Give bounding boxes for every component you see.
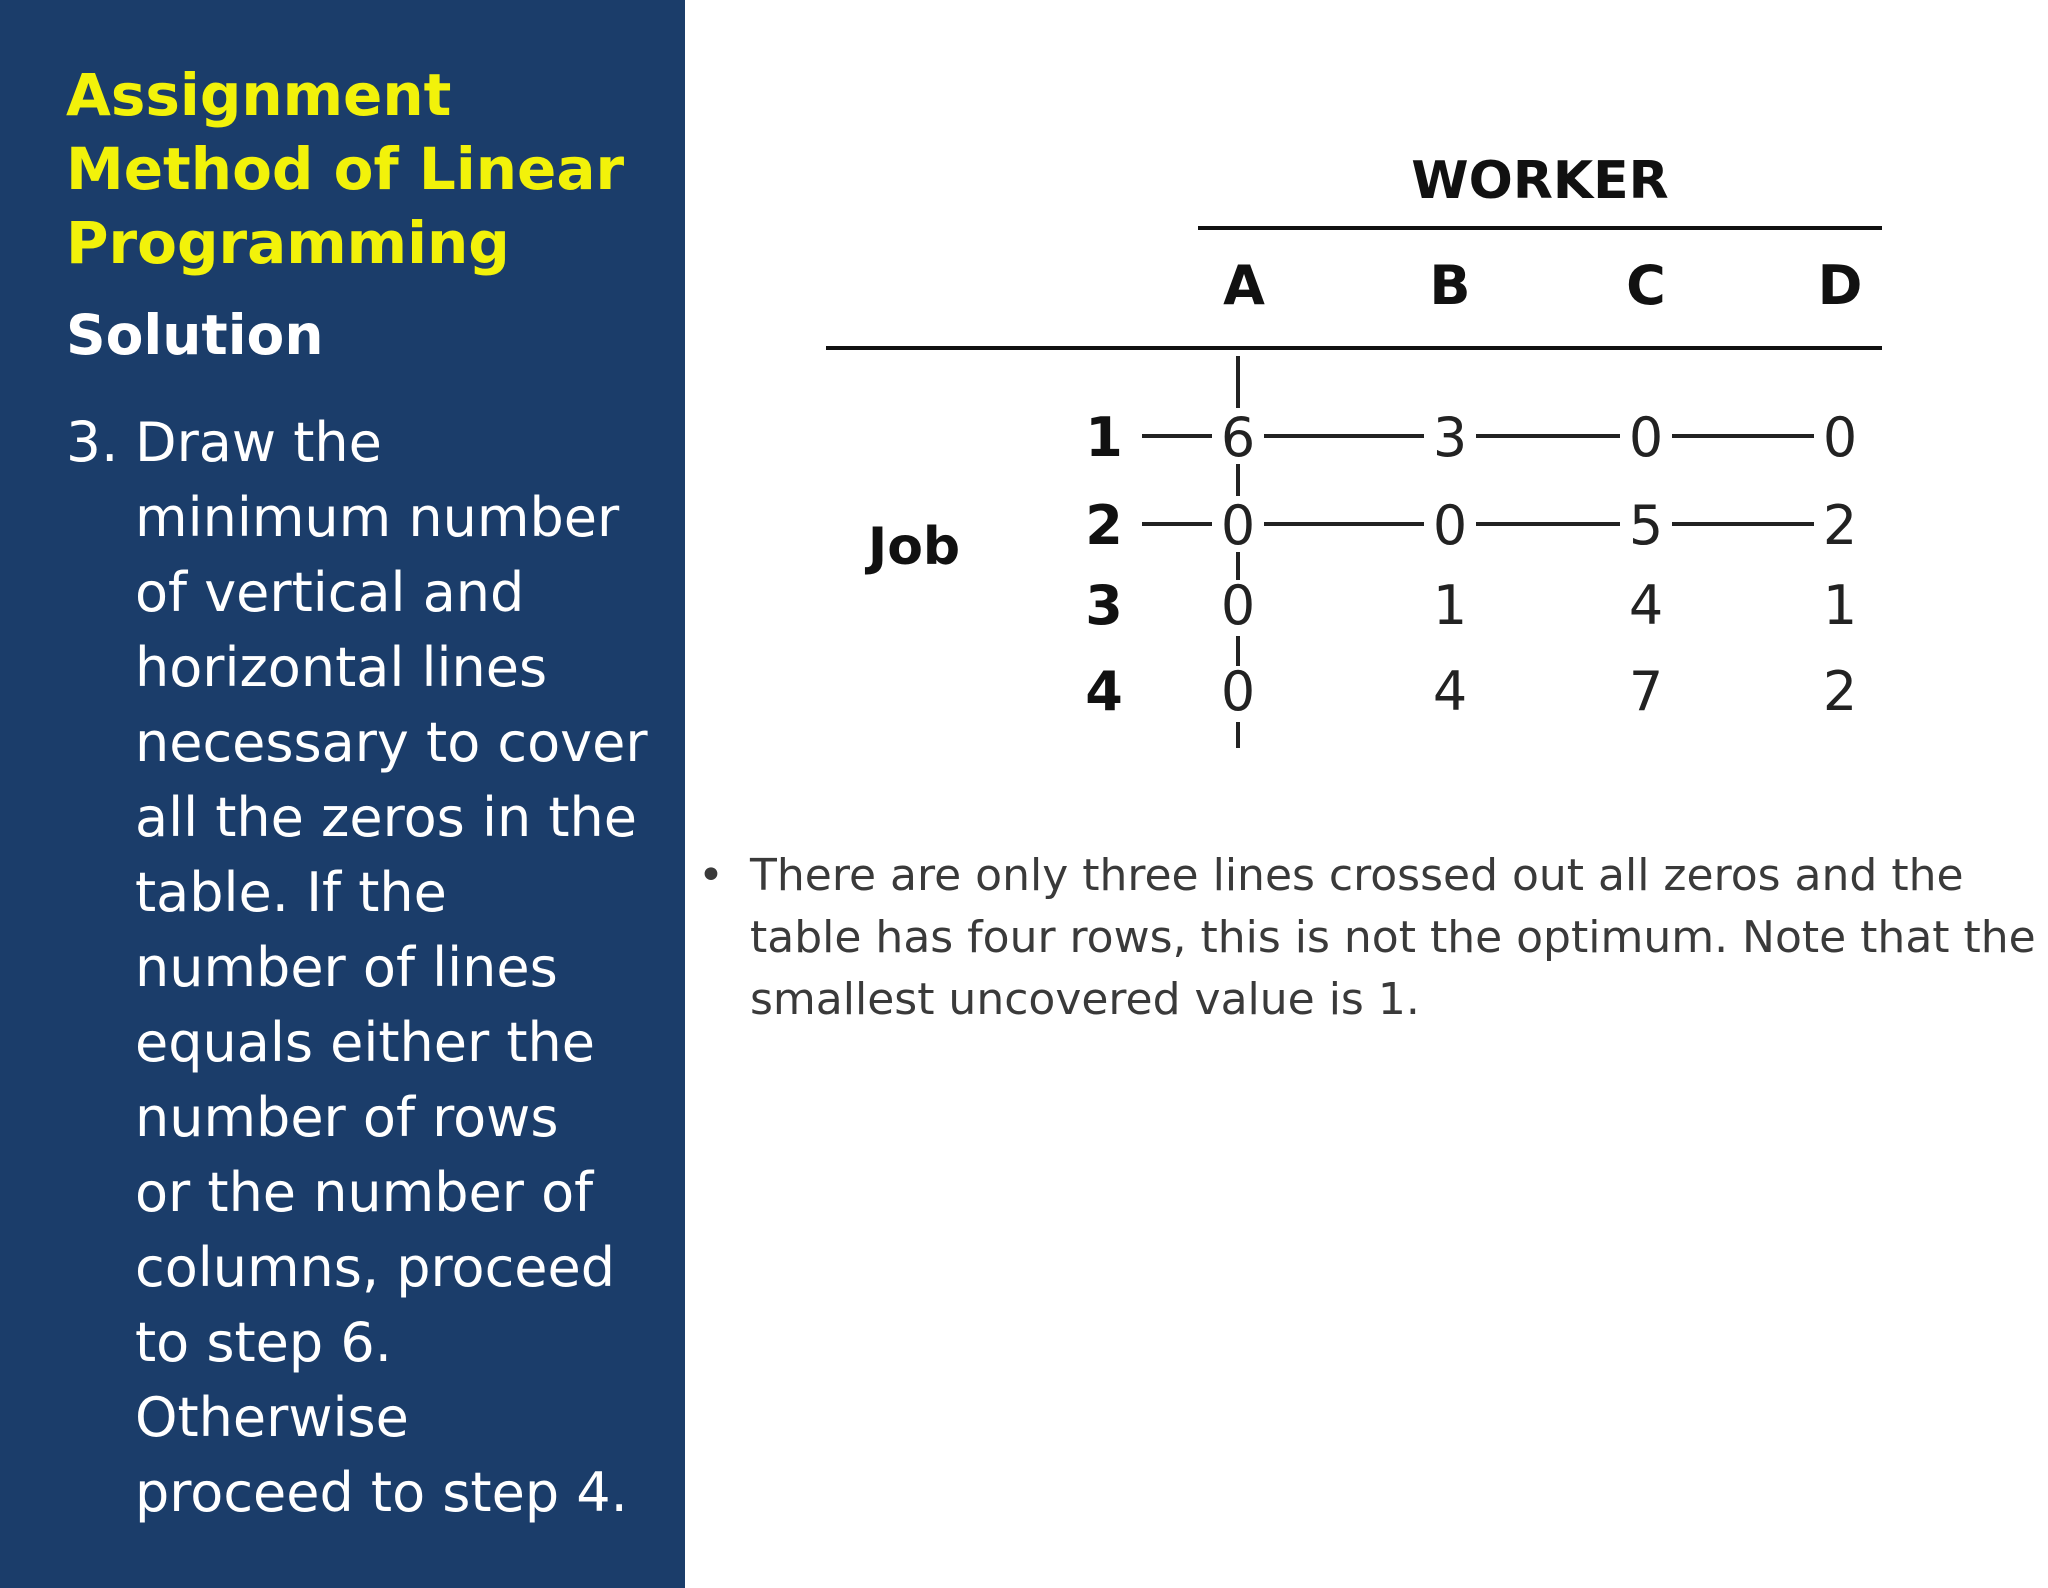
- cell-3-a: 0: [1220, 574, 1256, 637]
- step-line: equals either the: [135, 1011, 595, 1074]
- step-line: columns, proceed: [135, 1236, 615, 1299]
- job-label: Job: [867, 517, 961, 577]
- step-line: necessary to cover: [135, 711, 648, 774]
- step-line: number of rows: [135, 1086, 559, 1149]
- step-number: 3.: [66, 410, 119, 474]
- column-header-c: C: [1626, 254, 1666, 317]
- column-header-d: D: [1817, 254, 1863, 317]
- cell-4-a: 0: [1220, 660, 1256, 723]
- note-line: table has four rows, this is not the optimum. Note that the: [750, 912, 2036, 963]
- cell-4-d: 2: [1822, 660, 1858, 723]
- note-text: [750, 845, 2040, 1031]
- step-line: number of lines: [135, 936, 558, 999]
- step-line: proceed to step 4.: [135, 1461, 628, 1524]
- cell-4-b: 4: [1432, 660, 1468, 723]
- title-line: Method of Linear: [66, 135, 625, 203]
- cell-2-d: 2: [1822, 494, 1858, 557]
- step-description: [135, 405, 675, 1530]
- column-header-a: A: [1223, 254, 1265, 317]
- step-line: Otherwise: [135, 1386, 409, 1449]
- step-line: Draw the: [135, 411, 382, 474]
- cell-3-d: 1: [1822, 574, 1858, 637]
- step-line: minimum number: [135, 486, 620, 549]
- step-line: horizontal lines: [135, 636, 548, 699]
- row-label-1: 1: [1085, 406, 1123, 469]
- cell-2-b: 0: [1432, 494, 1468, 557]
- slide-title: [66, 58, 666, 280]
- note-line: smallest uncovered value is 1.: [750, 974, 1420, 1025]
- cell-2-c: 5: [1628, 494, 1664, 557]
- slide-subtitle: Solution: [66, 303, 324, 367]
- sidebar-panel: [0, 0, 685, 1588]
- step-line: or the number of: [135, 1161, 594, 1224]
- step-line: to step 6.: [135, 1311, 392, 1374]
- cell-3-c: 4: [1628, 574, 1664, 637]
- cell-3-b: 1: [1432, 574, 1468, 637]
- title-line: Programming: [66, 209, 510, 277]
- column-header-b: B: [1429, 254, 1471, 317]
- cell-2-a: 0: [1220, 494, 1256, 557]
- cell-1-b: 3: [1432, 406, 1468, 469]
- note-line: There are only three lines crossed out all zeros and the: [750, 850, 1964, 901]
- step-line: table. If the: [135, 861, 447, 924]
- assignment-matrix: [820, 130, 1900, 770]
- cell-1-d: 0: [1822, 406, 1858, 469]
- row-label-4: 4: [1085, 660, 1123, 723]
- title-line: Assignment: [66, 61, 452, 129]
- cell-4-c: 7: [1628, 660, 1664, 723]
- row-label-2: 2: [1085, 494, 1123, 557]
- bullet-icon: •: [698, 850, 724, 901]
- cell-1-c: 0: [1628, 406, 1664, 469]
- step-line: all the zeros in the: [135, 786, 637, 849]
- step-line: of vertical and: [135, 561, 525, 624]
- worker-label: WORKER: [1411, 151, 1669, 211]
- cell-1-a: 6: [1220, 406, 1256, 469]
- row-label-3: 3: [1085, 574, 1123, 637]
